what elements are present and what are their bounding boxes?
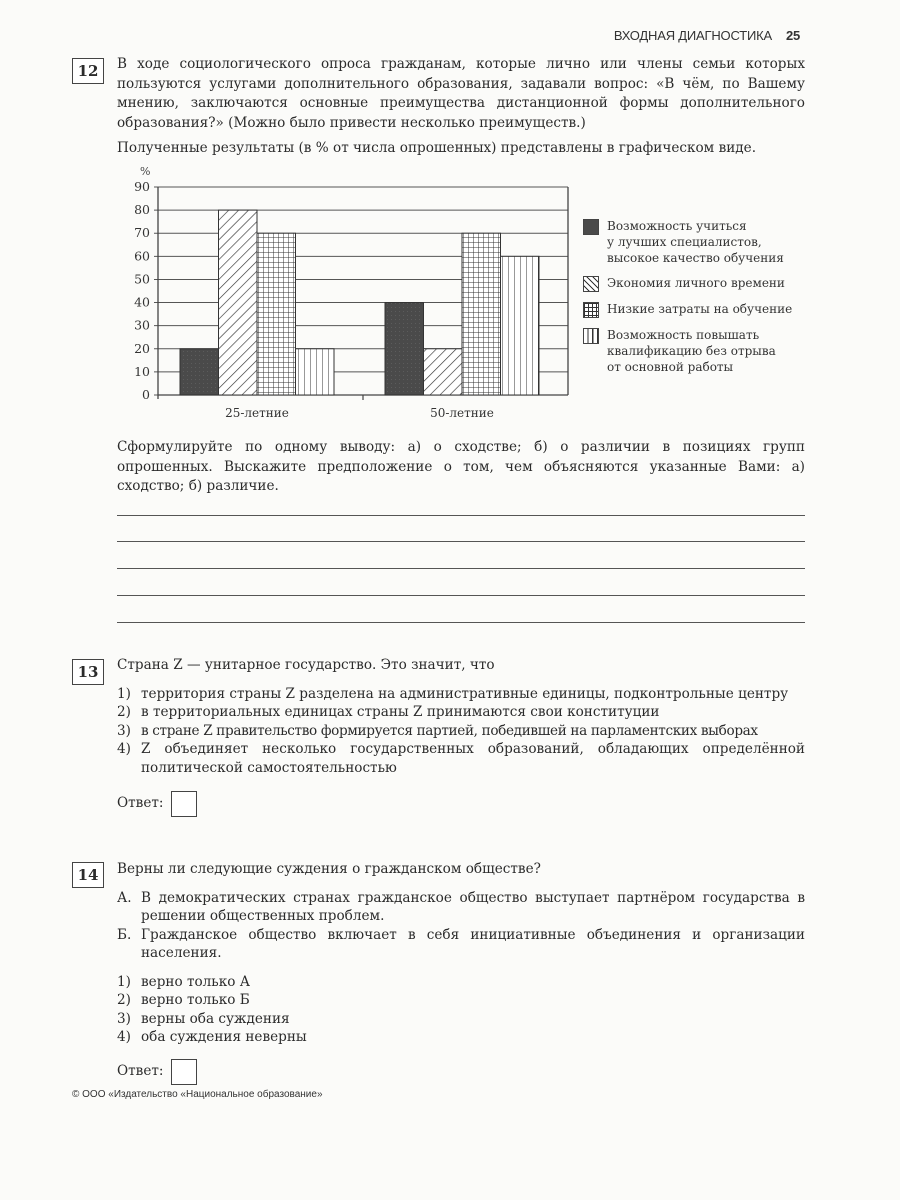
q13-answer: [117, 791, 805, 817]
question-12: [117, 55, 805, 164]
q13-options: [117, 685, 805, 778]
q13-answer-box[interactable]: [171, 791, 197, 817]
legend-swatch-icon: [583, 276, 599, 292]
q12-results-text: Полученные результаты (в % от числа опрошенных) представлены в графическом виде.: [117, 140, 757, 156]
svg-text:80: 80: [134, 202, 150, 218]
legend-label: Экономия личного времени: [607, 276, 785, 290]
question-number-13: 13: [72, 659, 104, 685]
answer-label: Ответ:: [117, 795, 164, 812]
statement-a: А. В демократических странах гражданское общество выступает партнёром государства в решении общественных проблем.: [117, 889, 805, 924]
legend-label: Возможность повышать квалификацию без отрыва от основной работы: [607, 328, 776, 374]
svg-text:60: 60: [134, 248, 150, 264]
answer-line[interactable]: [117, 541, 805, 542]
option-4: 4) оба суждения неверны: [117, 1029, 307, 1045]
bar: [501, 256, 540, 395]
q14-answer: [117, 1059, 805, 1085]
bar-chart: [118, 162, 578, 427]
option-1: 1) верно только А: [117, 973, 251, 990]
bar: [180, 349, 219, 395]
q14-question: Верны ли следующие суждения о гражданском обществе?: [117, 861, 541, 877]
question-14: [117, 860, 805, 1085]
svg-text:0: 0: [142, 387, 150, 402]
legend-label: Возможность учиться у лучших специалистов, высокое качество обучения: [607, 219, 784, 265]
svg-text:30: 30: [134, 317, 150, 333]
chart-legend: [583, 218, 798, 384]
option-1: 1) территория страны Z разделена на административные единицы, подконтрольные центру: [117, 685, 789, 702]
page-number: 25: [785, 28, 800, 43]
legend-swatch-icon: [583, 328, 599, 344]
q12-task: [117, 438, 805, 502]
option-2: 2) верно только Б: [117, 992, 250, 1008]
bar: [424, 349, 463, 395]
svg-text:40: 40: [134, 294, 150, 310]
bar: [219, 210, 258, 395]
svg-text:25-летние: 25-летние: [225, 406, 289, 420]
copyright-footer: © ООО «Издательство «Национальное образование»: [72, 1089, 323, 1100]
section-title: ВХОДНАЯ ДИАГНОСТИКА: [613, 28, 772, 43]
svg-text:20: 20: [134, 340, 150, 356]
bar: [296, 349, 335, 395]
legend-swatch-icon: [583, 219, 599, 235]
option-3: 3) верны оба суждения: [117, 1010, 290, 1027]
answer-line[interactable]: [117, 568, 805, 569]
option-4: 4) Z объединяет несколько государственных образований, обладающих определённой политической самостоятельностью: [117, 741, 805, 776]
q13-question: Страна Z — унитарное государство. Это значит, что: [117, 657, 495, 673]
option-2: 2) в территориальных единицах страны Z принимаются свои конституции: [117, 704, 660, 720]
answer-line[interactable]: [117, 595, 805, 596]
statement-b: Б. Гражданское общество включает в себя инициативные объединения и организации населения.: [117, 926, 805, 961]
legend-item: [583, 275, 798, 292]
legend-item: [583, 327, 798, 375]
svg-text:90: 90: [134, 179, 150, 194]
svg-text:70: 70: [134, 225, 150, 241]
legend-label: Низкие затраты на обучение: [607, 302, 793, 316]
q12-intro: В ходе социологического опроса гражданам, которые лично или члены семьи которых пользуются услугами дополнительного образования, задавали вопрос: «В чём, по Вашему мнению, заключаются основные преимущества дистанционной формы дополнительного образования?» (Можно было привести несколько преимуществ.): [117, 56, 805, 131]
question-number-14: 14: [72, 862, 104, 888]
bar: [462, 233, 501, 395]
q14-statements: [117, 889, 805, 963]
svg-text:50-летние: 50-летние: [430, 406, 494, 420]
svg-text:%: %: [140, 165, 151, 178]
q14-options: [117, 973, 805, 1047]
legend-item: [583, 301, 798, 318]
page-header: [614, 28, 800, 43]
q14-answer-box[interactable]: [171, 1059, 197, 1085]
bar: [257, 233, 296, 395]
question-number-12: 12: [72, 58, 104, 84]
option-3: 3) в стране Z правительство формируется партией, победившей на парламентских выборах: [117, 722, 758, 739]
bar: [385, 303, 424, 395]
legend-swatch-icon: [583, 302, 599, 318]
svg-text:50: 50: [134, 271, 150, 287]
question-13: [117, 656, 805, 817]
answer-line[interactable]: [117, 515, 805, 516]
legend-item: [583, 218, 798, 266]
svg-text:10: 10: [134, 363, 150, 379]
answer-line[interactable]: [117, 622, 805, 623]
q12-task-text: Сформулируйте по одному выводу: а) о сходстве; б) о различии в позициях групп опрошенных. Выскажите предположение о том, чем объясняются указанные Вами: а) сходство; б) различие.: [117, 439, 805, 494]
answer-label: Ответ:: [117, 1062, 164, 1079]
